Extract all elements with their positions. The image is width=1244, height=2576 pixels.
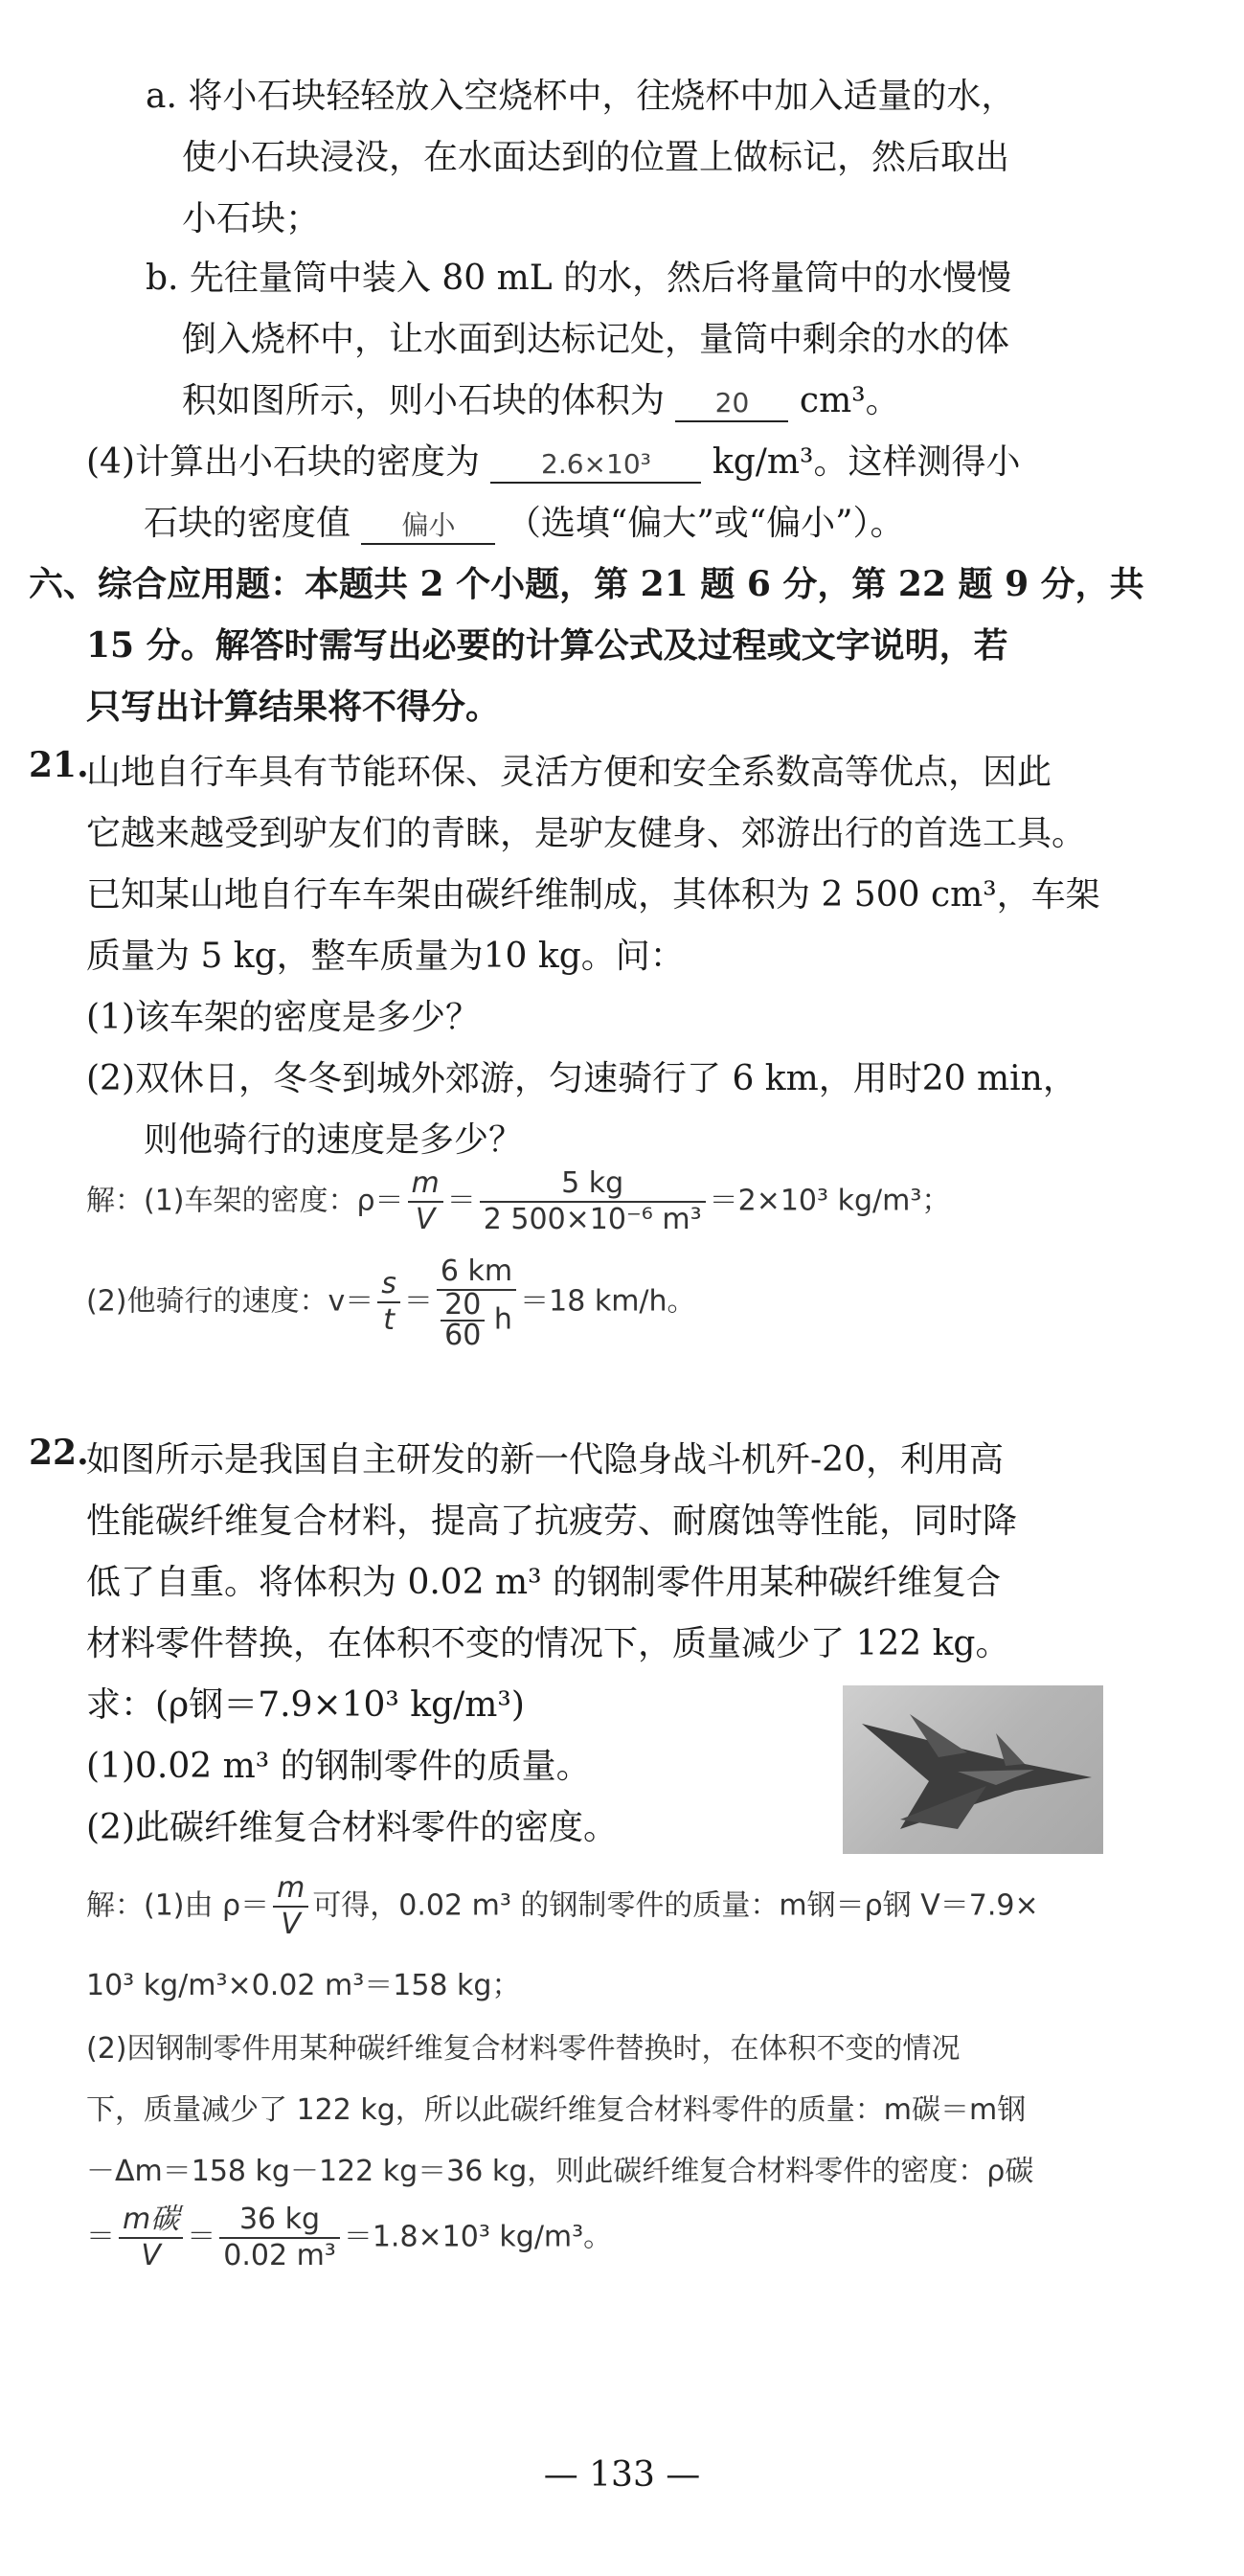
q22-answer1-line2: 10³ kg/m³×0.02 m³＝158 kg；: [86, 1969, 521, 2002]
q3-step-b-line2: 倒入烧杯中，让水面到达标记处，量筒中剩余的水的体: [182, 320, 1010, 359]
q21-sub1: (1)该车架的密度是多少？: [86, 998, 480, 1037]
fighter-jet-image: [843, 1685, 1103, 1854]
q4-bias-blank: 偏小: [361, 508, 495, 545]
q3-step-a-line1: a. 将小石块轻轻放入空烧杯中，往烧杯中加入适量的水，: [146, 77, 1016, 116]
q22-line4: 材料零件替换，在体积不变的情况下，质量减少了 122 kg。: [86, 1624, 1010, 1663]
q3-step-b-line1: b. 先往量筒中装入 80 mL 的水，然后将量筒中的水慢慢: [146, 259, 1012, 298]
q3-step-b-line3: 积如图所示，则小石块的体积为 20 cm³。: [182, 381, 900, 420]
q22-answer1-line1: 解：(1)由 ρ＝ $\frac{m}{V}$ 可得，0.02 m³ 的钢制零件的质量：m钢＝ρ钢 V＝7.9×: [86, 1871, 1039, 1941]
q4-density-blank: 2.6×10³: [490, 447, 701, 484]
q21-line1: 山地自行车具有节能环保、灵活方便和安全系数高等优点，因此: [86, 753, 1052, 792]
q22-number: 22.: [29, 1433, 89, 1473]
q21-number: 21.: [29, 745, 89, 785]
q22-answer2-line1: (2)因钢制零件用某种碳纤维复合材料零件替换时，在体积不变的情况: [86, 2032, 961, 2066]
section-heading-line2: 15 分。解答时需写出必要的计算公式及过程或文字说明，若: [86, 625, 1008, 666]
q22-sub1: (1)0.02 m³ 的钢制零件的质量。: [86, 1747, 591, 1786]
q21-sub2-line1: (2)双休日，冬冬到城外郊游，匀速骑行了 6 km，用时20 min，: [86, 1059, 1077, 1098]
q22-answer2-line2: 下，质量减少了 122 kg，所以此碳纤维复合材料零件的质量：m碳＝m钢: [86, 2093, 1027, 2127]
q4-line2: 石块的密度值 偏小 （选填“偏大”或“偏小”）。: [144, 504, 905, 543]
page-number: — 133 —: [543, 2455, 701, 2495]
q21-answer2: (2)他骑行的速度：v＝ $\frac{s}{t}$ ＝ 6 km $\frac{20}{60}$ h ＝18 km/h。: [86, 1254, 696, 1352]
q22-sub2: (2)此碳纤维复合材料零件的密度。: [86, 1808, 618, 1847]
q4-line1: (4)计算出小石块的密度为 2.6×10³ kg/m³。这样测得小: [86, 442, 1021, 482]
q21-sub2-line2: 则他骑行的速度是多少？: [144, 1120, 524, 1160]
fighter-jet-icon: [843, 1685, 1103, 1854]
q3-step-a-line2: 使小石块浸没，在水面达到的位置上做标记，然后取出: [182, 138, 1010, 177]
q21-line4: 质量为 5 kg，整车质量为10 kg。问：: [86, 937, 685, 976]
section-heading-line1: 六、综合应用题：本题共 2 个小题，第 21 题 6 分，第 22 题 9 分，共: [29, 564, 1144, 604]
q22-answer2-line4: ＝ $\frac{\text{m碳}}{V}$ ＝ $\frac{36 kg}{\text{0.02 m³}}$ ＝1.8×10³ kg/m³。: [86, 2203, 613, 2272]
q22-line2: 性能碳纤维复合材料，提高了抗疲劳、耐腐蚀等性能，同时降: [86, 1502, 1018, 1541]
q21-line3: 已知某山地自行车车架由碳纤维制成，其体积为 2 500 cm³，车架: [86, 875, 1100, 915]
q22-line3: 低了自重。将体积为 0.02 m³ 的钢制零件用某种碳纤维复合: [86, 1563, 1002, 1602]
q21-line2: 它越来越受到驴友们的青睐，是驴友健身、郊游出行的首选工具。: [86, 814, 1087, 853]
q3-answer-blank: 20: [675, 386, 788, 422]
q22-answer2-line3: －Δm＝158 kg－122 kg＝36 kg，则此碳纤维复合材料零件的密度：ρ碳: [86, 2155, 1034, 2188]
section-heading-line3: 只写出计算结果将不得分。: [86, 687, 501, 727]
q22-line1: 如图所示是我国自主研发的新一代隐身战斗机歼-20，利用高: [86, 1440, 1004, 1480]
q22-given: 求：(ρ钢＝7.9×10³ kg/m³): [86, 1685, 525, 1725]
q3-step-a-line3: 小石块；: [182, 199, 321, 238]
q21-answer1: 解：(1)车架的密度：ρ＝ $\frac{m}{V}$ ＝ $\frac{5 kg}{\text{2 500×10⁻⁶ m³}}$ ＝2×10³ kg/m³；: [86, 1166, 951, 1236]
